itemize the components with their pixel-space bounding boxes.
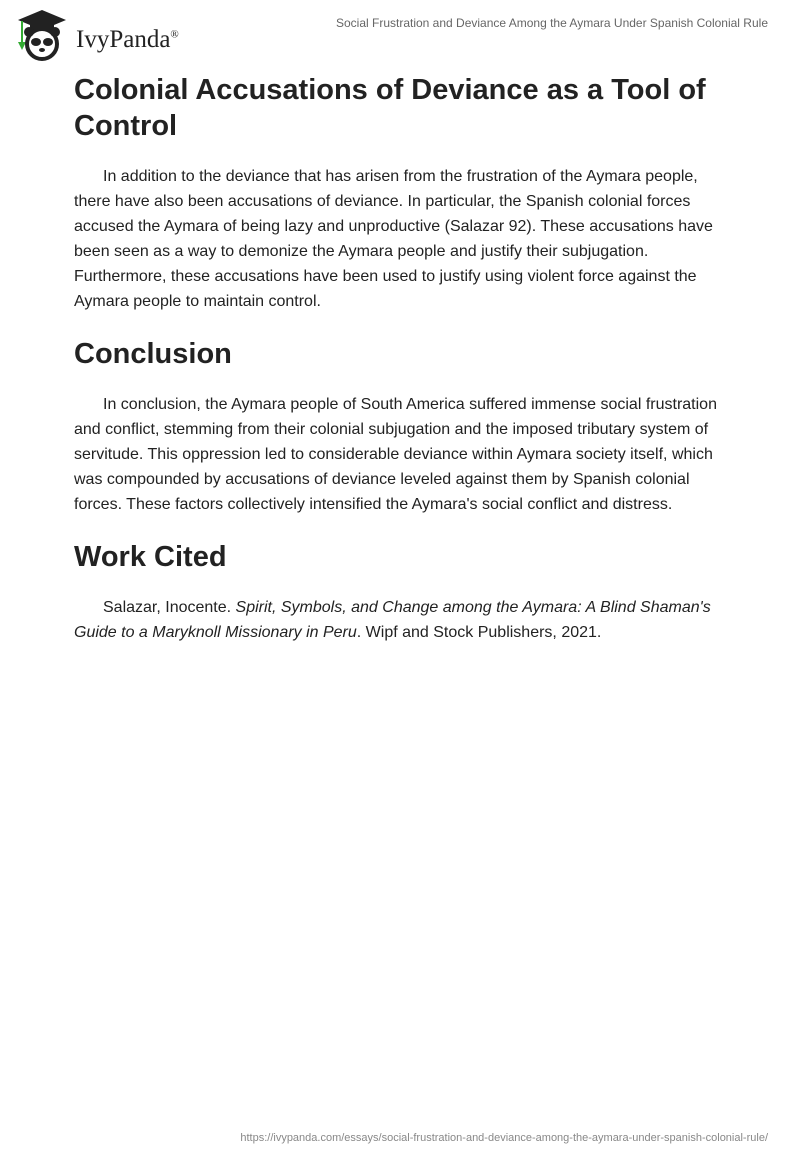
section-paragraph: In conclusion, the Aymara people of South America suffered immense social frustration and conflict, stemming from their colonial subjugation and the imposed tributary system of servitude. This oppression led to considerable deviance within Aymara society itself, which was compounded by accusations of deviance leveled against them by Spanish colonial forces. These factors collectively intensified the Aymara's social conflict and distress. [74, 396, 717, 513]
citation-publisher: . Wipf and Stock Publishers, 2021. [356, 624, 602, 641]
footer-url[interactable]: https://ivypanda.com/essays/social-frustration-and-deviance-among-the-aymara-under-spanish-colonial-rule/ [240, 1132, 768, 1144]
citation-title: Spirit, Symbols, and Change among the Aymara: A Blind Shaman's Guide to a Maryknoll Missionary in Peru [74, 599, 711, 641]
ivypanda-logo[interactable] [14, 8, 179, 64]
citation [74, 595, 734, 645]
document-body [74, 72, 734, 667]
section-paragraph: In addition to the deviance that has arisen from the frustration of the Aymara people, there have also been accusations of deviance. In particular, the Spanish colonial forces accused the Aymara of being lazy and unproductive (Salazar 92). These accusations have been seen as a way to demonize the Aymara people and justify their subjugation. Furthermore, these accusations have been used to justify using violent force against the Aymara people to maintain control. [74, 168, 713, 310]
section-heading: Colonial Accusations of Deviance as a Tool of Control [74, 74, 706, 142]
citation-author: Salazar, Inocente. [103, 599, 236, 616]
section-heading: Conclusion [74, 338, 232, 370]
panda-graduate-icon [14, 8, 70, 64]
section-heading: Work Cited [74, 541, 227, 573]
document-title: Social Frustration and Deviance Among the Aymara Under Spanish Colonial Rule [335, 16, 768, 30]
logo-text: IvyPanda® [76, 26, 179, 53]
